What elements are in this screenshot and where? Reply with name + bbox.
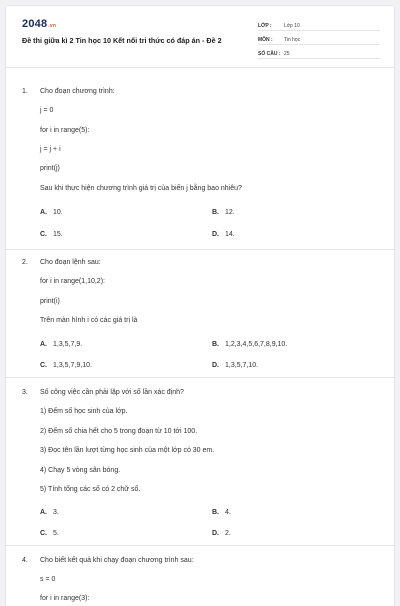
option-text: 15.	[53, 231, 63, 238]
question-text: Cho đoạn lệnh sau:	[40, 259, 101, 266]
answer-option[interactable]	[40, 341, 82, 348]
statement-line: 4) Chạy 5 vòng sân bóng.	[40, 467, 121, 474]
question-3	[6, 378, 394, 546]
meta-label: SỐ CÂU :	[258, 51, 281, 57]
option-label: B.	[212, 509, 219, 516]
question-text: Cho đoạn chương trình:	[40, 88, 115, 95]
exam-meta	[258, 20, 380, 62]
code-line: print(j)	[40, 165, 60, 172]
question-2	[6, 250, 394, 378]
option-label: D.	[212, 530, 219, 537]
answer-option[interactable]	[212, 209, 235, 216]
option-text: 10.	[53, 209, 63, 216]
option-label: B.	[212, 341, 219, 348]
option-text: 4.	[225, 509, 231, 516]
question-number: 4.	[22, 557, 28, 564]
question-4	[6, 546, 394, 606]
meta-row-count	[258, 48, 380, 59]
question-1	[6, 68, 394, 250]
option-text: 1,3,5,7,10.	[225, 362, 259, 369]
question-number: 3.	[22, 389, 28, 396]
statement-line: 3) Đọc tên lần lượt từng học sinh của một lớp có 30 em.	[40, 447, 215, 454]
option-label: B.	[212, 209, 219, 216]
meta-row-class	[258, 20, 380, 31]
meta-value: Lớp 10	[284, 23, 300, 29]
meta-label: MÔN :	[258, 37, 273, 43]
meta-row-subject	[258, 34, 380, 45]
logo-suffix: .vn	[48, 23, 57, 29]
option-label: A.	[40, 341, 47, 348]
code-line: for i in range(1,10,2):	[40, 278, 105, 285]
option-text: 2.	[225, 530, 231, 537]
question-number: 1.	[22, 88, 28, 95]
code-line: s = 0	[40, 576, 56, 583]
answer-option[interactable]	[40, 362, 92, 369]
option-text: 1,3,5,7,9,10.	[53, 362, 92, 369]
question-text: Sau khi thực hiện chương trình giá trị của biến j bằng bao nhiêu?	[40, 185, 242, 192]
option-text: 12.	[225, 209, 235, 216]
answer-option[interactable]	[40, 209, 63, 216]
meta-value: 25	[284, 51, 290, 57]
option-label: D.	[212, 231, 219, 238]
answer-option[interactable]	[212, 530, 231, 537]
option-label: A.	[40, 209, 47, 216]
code-line: j = 0	[40, 107, 54, 114]
answer-option[interactable]	[40, 509, 59, 516]
code-line: j = j + i	[40, 146, 61, 153]
option-label: C.	[40, 530, 47, 537]
option-text: 5.	[53, 530, 59, 537]
answer-option[interactable]	[212, 362, 258, 369]
exam-header	[6, 6, 394, 68]
option-label: C.	[40, 231, 47, 238]
answer-option[interactable]	[212, 231, 235, 238]
question-number: 2.	[22, 259, 28, 266]
option-label: D.	[212, 362, 219, 369]
option-label: C.	[40, 362, 47, 369]
meta-label: LỚP :	[258, 23, 272, 29]
option-text: 1,2,3,4,5,6,7,8,9,10.	[225, 341, 288, 348]
meta-value: Tin học	[284, 37, 301, 43]
option-label: A.	[40, 509, 47, 516]
question-text: Trên màn hình i có các giá trị là	[40, 317, 138, 324]
option-text: 14.	[225, 231, 235, 238]
option-text: 3.	[53, 509, 59, 516]
logo-text: 2048	[22, 18, 48, 30]
statement-line: 2) Đếm số chia hết cho 5 trong đoạn từ 10 tới 100.	[40, 428, 198, 435]
answer-option[interactable]	[212, 509, 231, 516]
question-text: Cho biết kết quả khi chạy đoạn chương trình sau:	[40, 557, 194, 564]
question-text: Số công việc cần phải lặp với số lần xác định?	[40, 389, 184, 396]
exam-page	[6, 6, 394, 606]
answer-option[interactable]	[40, 231, 63, 238]
answer-option[interactable]	[40, 530, 59, 537]
statement-line: 1) Đếm số học sinh của lớp.	[40, 408, 128, 415]
code-line: for i in range(3):	[40, 595, 90, 602]
question-list	[6, 68, 394, 606]
site-logo[interactable]	[22, 18, 56, 30]
answer-option[interactable]	[212, 341, 287, 348]
statement-line: 5) Tính tổng các số có 2 chữ số.	[40, 486, 141, 493]
code-line: print(i)	[40, 298, 60, 305]
code-line: for i in range(5):	[40, 127, 90, 134]
page-title: Đề thi giữa kì 2 Tin học 10 Kết nối tri thức có đáp án - Đề 2	[22, 36, 222, 45]
option-text: 1,3,5,7,9.	[53, 341, 83, 348]
